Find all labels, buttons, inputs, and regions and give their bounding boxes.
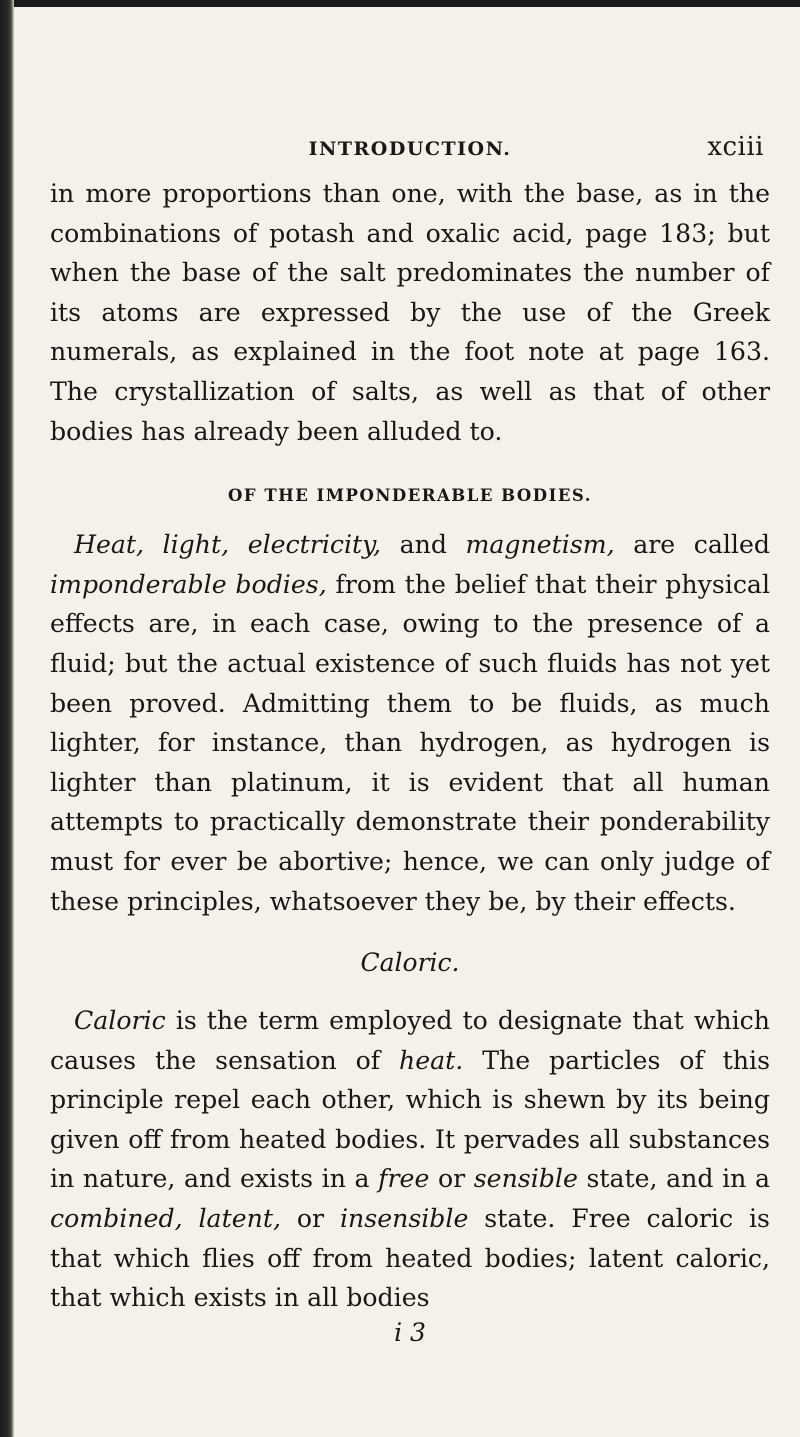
italic-imponderable-bodies: imponderable bodies, [50,569,327,599]
paragraph-imponderable-bodies [50,525,770,921]
book-page [50,132,770,1348]
italic-sensible: sensible [473,1164,578,1194]
paragraph-caloric [50,1001,770,1318]
text-span: or [280,1204,340,1234]
italic-heat: heat. [399,1045,464,1075]
italic-caloric: Caloric [74,1006,166,1036]
text-span: The particles of this principle repel each other, which is shewn by its being given off from heated bodies. It pervades all substances in nature, and exists in a [50,1045,770,1194]
italic-free: free [378,1164,430,1194]
signature-mark: i 3 [394,1317,426,1347]
text-span: is the term employed to designate that which causes the sensation of [50,1006,770,1075]
page-top-edge [0,0,800,7]
text-span: or [429,1164,474,1194]
running-title: INTRODUCTION. [308,138,512,160]
italic-insensible: insensible [339,1204,469,1234]
italic-magnetism: magnetism, [465,530,615,560]
subheading-caloric: Caloric. [360,948,460,978]
italic-heat-light-electricity: Heat, light, electricity, [74,530,382,560]
running-header [50,132,770,168]
text-span: from the belief that their physical effects are, in each case, owing to the presence of a fluid; but the actual existence of such fluids has not yet been proved. Admitting them to be fluids, as much lighter, for instance, than hydrogen, as hydrogen is lighter than platinum, it is evident that all human attempts to practically demonstrate their ponderability must for ever be abortive; hence, we can only judge of these principles, whatsoever they be, by their effects. [50,569,770,916]
paragraph-continuation: in more proportions than one, with the base, as in the combinations of potash and oxalic acid, page 183; but when the base of the salt predominates the number of its atoms are expressed by the use of the Greek numerals, as explained in the foot note at page 163. The crystallization of salts, as well as that of other bodies has already been alluded to. [50,179,770,446]
text-span: state. Free caloric is that which flies off from heated bodies; latent caloric, that which exists in all bodies [50,1204,770,1313]
text-span: and [381,530,466,560]
text-span: state, and in a [577,1164,770,1194]
page-number: xciii [707,132,764,162]
text-span: are called [614,530,770,560]
section-heading: OF THE IMPONDERABLE BODIES. [228,486,592,506]
italic-combined-latent: combined, latent, [50,1204,281,1234]
book-binding-edge [0,0,14,1437]
